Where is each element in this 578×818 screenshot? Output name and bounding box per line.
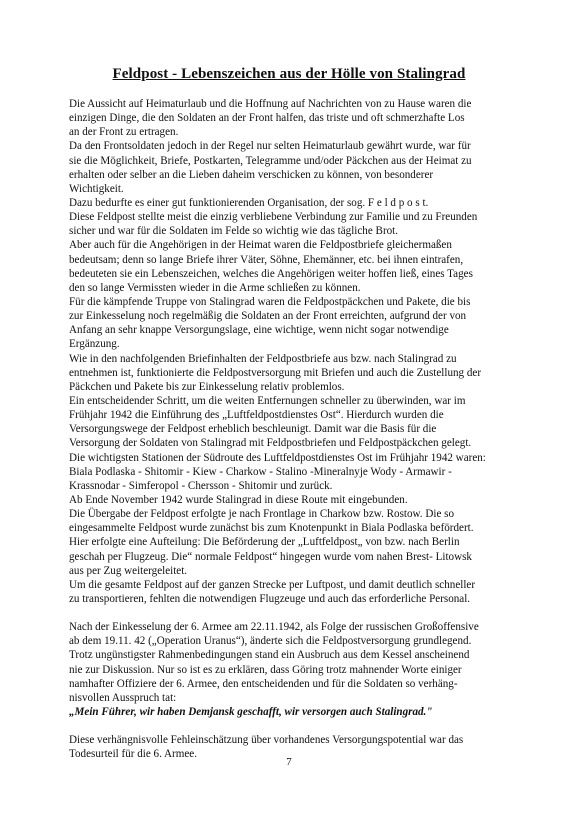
page-number: 7 [286,756,292,768]
text-line: zu transportieren, fehlten die notwendigen Flugzeuge und auch das erforderliche Personal. [69,592,471,605]
text-line: Biala Podlaska - Shitomir - Kiew - Charkow - Stalino -Mineralnyje Wody - Armawir - [69,465,452,478]
text-line: Ein entscheidender Schritt, um die weiten Entfernungen schneller zu überwinden, war im [69,394,466,407]
text-line: Da den Frontsoldaten jedoch in der Regel nur selten Heimaturlaub gewährt wurde, war für [69,140,471,153]
text-line: Die wichtigsten Stationen der Südroute des Luftfeldpostdienstes Ost im Frühjahr 1942 waren: [69,451,486,464]
text-line: zur Einkesselung noch regelmäßig die Soldaten an der Front erreichten, aufgrund der von [69,310,467,323]
text-line: ab dem 19.11. 42 („Operation Uranus“), änderte sich die Feldpostversorgung grundlegend. [69,635,472,648]
text-line: entnehmen ist, funktionierte die Feldpostversorgung mit Briefen und auch die Zustellung der [69,366,482,379]
text-line: aus per Zug weitergeleitet. [69,564,188,577]
text-line: Versorgung der Soldaten von Stalingrad mit Feldpostbriefen und Feldpostpäckchen gelegt. [69,437,472,450]
paragraph-gap [69,606,529,620]
text-line: nie zur Diskussion. Nur so ist es zu erklären, dass Göring trotz mahnender Worte einiger [69,663,462,676]
text-line: erhalten oder selber an die Lieben daheim verschicken zu können, von besonderer [69,168,434,181]
page-title: Feldpost - Lebenszeichen aus der Hölle von Stalingrad [112,66,466,82]
text-line: Nach der Einkesselung der 6. Armee am 22.11.1942, als Folge der russischen Großoffensive [69,621,479,634]
text-line: Wichtigkeit. [69,182,124,195]
text-line: geschah per Flugzeug. Die“ normale Feldpost“ hingegen wurde vom nahen Brest- Litowsk [69,550,472,563]
quote-line: „Mein Führer, wir haben Demjansk geschafft, wir versorgen auch Stalingrad." [69,706,433,719]
text-line: namhafter Offiziere der 6. Armee, den entscheidenden und für die Soldaten so verhäng- [69,677,458,690]
text-line: Aber auch für die Angehörigen in der Heimat waren die Feldpostbriefe gleichermaßen [69,239,452,252]
text-line: Versorgungswege der Feldpost erheblich beschleunigt. Damit war die Basis für die [69,423,437,436]
text-line: Päckchen und Pakete bis zur Einkesselung relativ problemlos. [69,380,345,393]
text-line: bedeuteten sie ein Lebenszeichen, welches die Angehörigen weiter hoffen ließ, eines Tages [69,267,473,280]
text-line: Die Aussicht auf Heimaturlaub und die Hoffnung auf Nachrichten von zu Hause waren die [69,98,472,110]
text-line: an der Front zu ertragen. [69,126,179,139]
text-line: Todesurteil für die 6. Armee. [69,748,197,761]
text-line: Krassnodar - Simferopol - Chersson - Shitomir und zurück. [69,479,333,492]
text-line: Diese Feldpost stellte meist die einzig verbliebene Verbindung zur Familie und zu Freunden [69,211,478,224]
text-line: nisvollen Ausspruch tat: [69,691,177,704]
text-line: bedeutsam; denn so lange Briefe ihrer Väter, Söhne, Ehemänner, etc. bei ihnen eintrafen, [69,253,464,266]
text-line: sie die Möglichkeit, Briefe, Postkarten, Telegramme und/oder Päckchen aus der Heimat zu [69,154,472,167]
document-body [69,97,529,762]
text-line: Die Übergabe der Feldpost erfolgte je nach Frontlage in Charkow bzw. Rostow. Die so [69,508,455,521]
text-line: eingesammelte Feldpost wurde zunächst bis zum Knotenpunkt in Biala Podlaska befördert. [69,522,474,535]
text-line: Dazu bedurfte es einer gut funktionierenden Organisation, der sog. F e l d p o s t. [69,196,429,209]
text-line: sicher und war für die Soldaten im Felde so wichtig wie das tägliche Brot. [69,225,399,238]
paragraph-gap [69,719,529,733]
text-line: Für die kämpfende Truppe von Stalingrad waren die Feldpostpäckchen und Pakete, die bis [69,295,471,308]
text-line: Trotz ungünstigster Rahmenbedingungen stand ein Ausbruch aus dem Kessel anscheinend [69,649,470,662]
text-line: Um die gesamte Feldpost auf der ganzen Strecke per Luftpost, und damit deutlich schneller [69,578,476,591]
text-line: einzigen Dinge, die den Soldaten an der Front halfen, das triste und oft schmerzhafte Los [69,112,465,125]
text-line: Frühjahr 1942 die Einführung des „Luftfeldpostdienstes Ost“. Hierdurch wurden die [69,409,444,422]
text-line: Ab Ende November 1942 wurde Stalingrad in diese Route mit eingebunden. [69,493,408,506]
text-line: Diese verhängnisvolle Fehleinschätzung über vorhandenes Versorgungspotential war das [69,734,464,747]
text-line: Anfang an sehr knappe Versorgungslage, eine wichtige, wenn nicht sogar notwendige [69,324,449,337]
text-line: den so lange Vermissten wieder in die Arme schließen zu können. [69,281,361,294]
text-line: Ergänzung. [69,338,120,351]
text-line: Hier erfolgte eine Aufteilung: Die Beförderung der „Luftfeldpost„ von bzw. nach Berlin [69,536,460,549]
text-line: Wie in den nachfolgenden Briefinhalten der Feldpostbriefe aus bzw. nach Stalingrad zu [69,352,457,365]
